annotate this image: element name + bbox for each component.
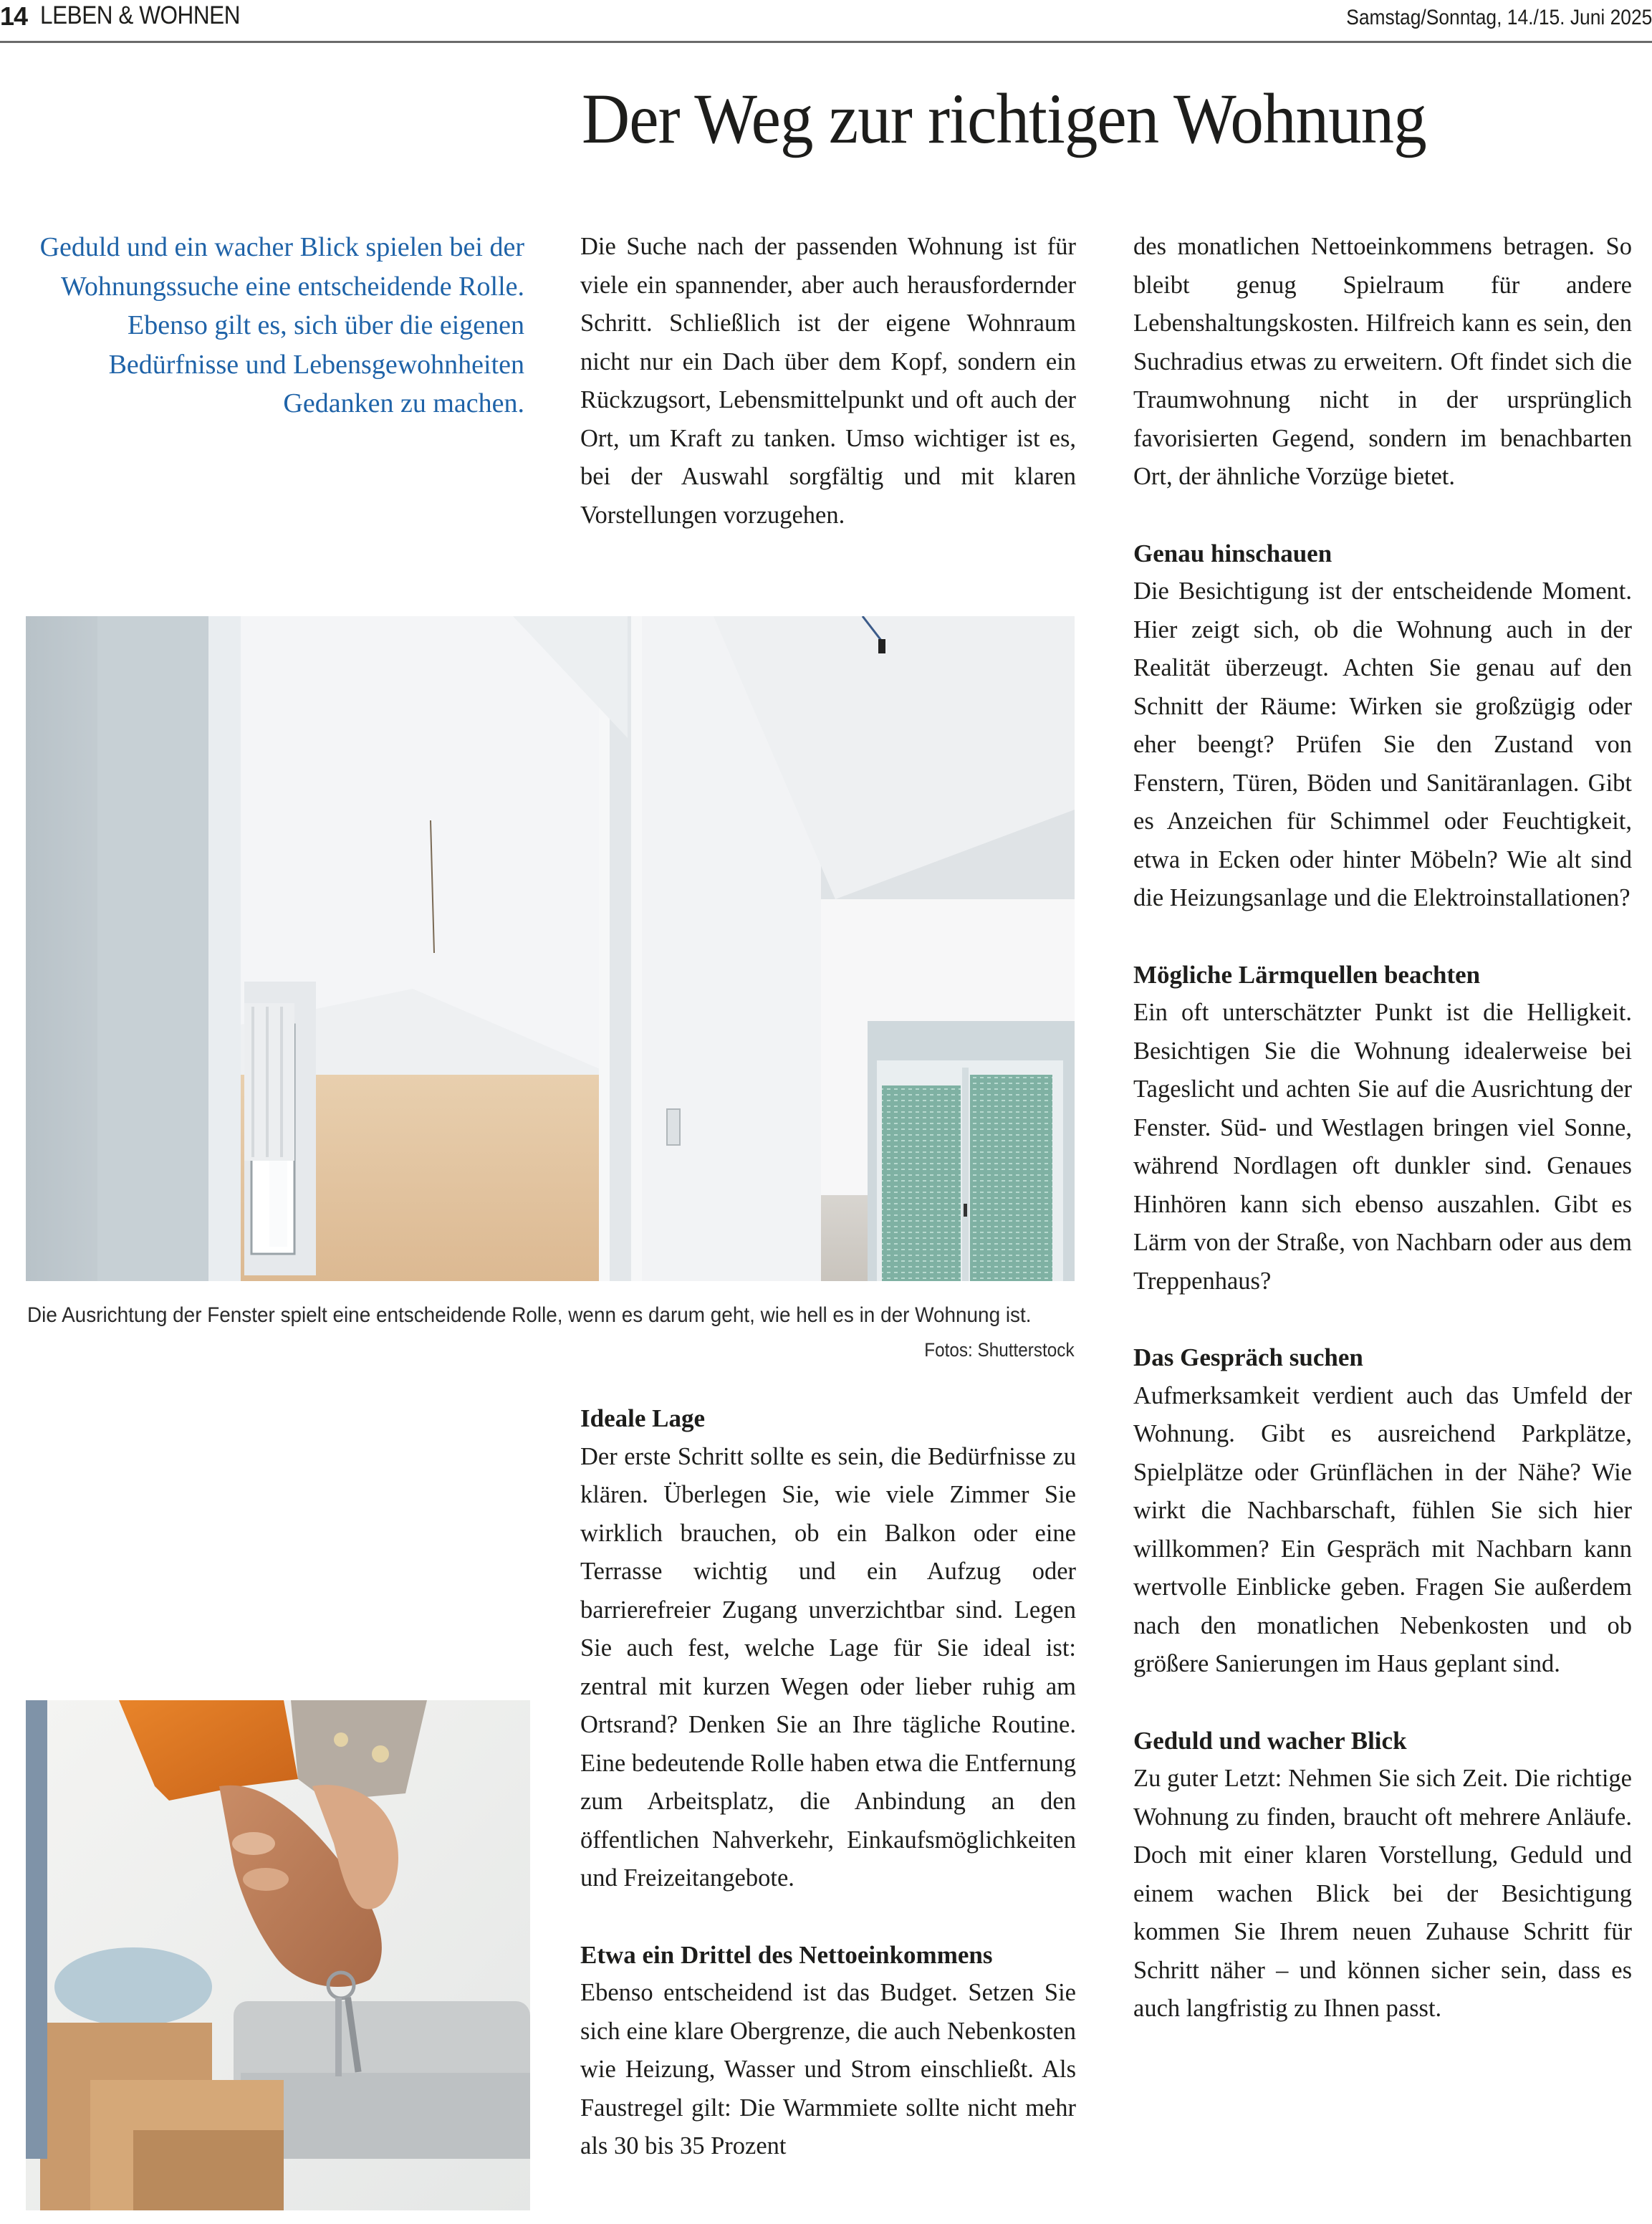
- section-body-nettoeinkommen: Ebenso entscheidend ist das Budget. Setzen Sie sich eine klare Obergrenze, die auch Nebenkosten wie Heizung, Wasser und Strom einschließt. Als Faustregel gilt: Die Warmmiete sollte nicht mehr als 30 bis 35 Prozent: [580, 1979, 1076, 2160]
- article-column-intro: [580, 228, 1076, 535]
- intro-paragraph: Die Suche nach der passenden Wohnung ist für viele ein spannender, aber auch herausfordernder Schritt. Schließlich ist der eigene Wohnraum nicht nur ein Dach über dem Kopf, sondern ein Rückzugsort, Lebensmittelpunkt und oft auch der Ort, um Kraft zu tanken. Umso wichtiger ist es, bei der Auswahl sorgfältig und mit klaren Vorstellungen vorzugehen.: [580, 233, 1076, 529]
- section-heading-ideale-lage: Ideale Lage: [580, 1404, 706, 1432]
- section-body-nettoeinkommen-continued: des monatlichen Nettoeinkommens betragen. So bleibt genug Spielraum für andere Lebenshaltungskosten. Hilfreich kann es sein, den Suchradius etwas zu erweitern. Oft findet sich die Traumwohnung nicht in der ursprünglich favorisierten Gegend, sondern im benachbarten Ort, der ähnliche Vorzüge bietet.: [1133, 233, 1632, 490]
- photo-credit: Fotos: Shutterstock: [924, 1339, 1075, 1361]
- section-body-laermquellen: Ein oft unterschätzter Punkt ist die Helligkeit. Besichtigen Sie die Wohnung idealerweise bei Tageslicht und achten Sie auf die Ausrichtung der Fenster. Süd- und Westlagen bringen viel Sonne, während Nordlagen oft dunkler sind. Genaues Hinhören kann sich ebenso auszahlen. Gibt es Lärm von der Straße, von Nachbarn oder aus dem Treppenhaus?: [1133, 999, 1632, 1295]
- hands-keys-illustration: [26, 1700, 530, 2210]
- hands-keys-photo: [26, 1700, 530, 2210]
- section-name: LEBEN & WOHNEN: [40, 1, 240, 29]
- article-column-middle: [580, 1399, 1076, 2166]
- section-body-ideale-lage: Der erste Schritt sollte es sein, die Bedürfnisse zu klären. Überlegen Sie, wie viele Zimmer Sie wirklich brauchen, ob ein Balkon oder eine Terrasse wichtig und ein Aufzug oder barrierefreier Zugang unverzichtbar sind. Legen Sie auch fest, welche Lage für Sie ideal ist: zentral mit kurzen Wegen oder lieber ruhig am Ortsrand? Denken Sie an Ihre tägliche Routine. Eine bedeutende Rolle haben etwa die Entfernung zum Arbeitsplatz, die Anbindung an den öffentlichen Nahverkehr, Einkaufsmöglichkeiten und Freizeitangebote.: [580, 1442, 1076, 1892]
- section-body-genau-hinschauen: Die Besichtigung ist der entscheidende Moment. Hier zeigt sich, ob die Wohnung auch in der Realität überzeugt. Achten Sie genau auf den Schnitt der Räume: Wirken sie großzügig oder eher beengt? Prüfen Sie den Zustand von Fenstern, Türen, Böden und Sanitäranlagen. Gibt es Anzeichen für Schimmel oder Feuchtigkeit, etwa in Ecken oder hinter Möbeln? Wie alt sind die Heizungsanlage und die Elektroinstallationen?: [1133, 577, 1632, 911]
- header-divider: [0, 41, 1652, 43]
- section-heading-nettoeinkommen: Etwa ein Drittel des Nettoeinkommens: [580, 1940, 993, 1969]
- masthead: [0, 0, 1652, 43]
- photo-caption: [27, 1298, 1075, 1361]
- article-column-right: [1133, 228, 1632, 2028]
- section-heading-genau-hinschauen: Genau hinschauen: [1133, 539, 1332, 567]
- article-headline: Der Weg zur richtigen Wohnung: [582, 79, 1426, 158]
- section-heading-gespraech: Das Gespräch suchen: [1133, 1343, 1363, 1371]
- section-heading-laermquellen: Mögliche Lärmquellen beachten: [1133, 960, 1481, 989]
- apartment-photo: [26, 616, 1075, 1281]
- photo-caption-text: Die Ausrichtung der Fenster spielt eine entscheidende Rolle, wenn es darum geht, wie hell es in der Wohnung ist.: [27, 1303, 1032, 1327]
- pull-quote: Geduld und ein wacher Blick spielen bei der Wohnungssuche eine entscheidende Rolle. Ebenso gilt es, sich über die eigenen Bedürfnisse und Lebensgewohnheiten Gedanken zu machen.: [39, 232, 524, 418]
- apartment-photo-illustration: [26, 616, 1075, 1281]
- section-body-geduld: Zu guter Letzt: Nehmen Sie sich Zeit. Die richtige Wohnung zu finden, braucht oft mehrere Anläufe. Doch mit einer klaren Vorstellung, Geduld und einem wachen Blick bei der Besichtigung kommen Sie Ihrem neuen Zuhause Schritt für Schritt näher – und können sicher sein, dass es auch langfristig zu Ihnen passt.: [1133, 1765, 1632, 2022]
- issue-date: Samstag/Sonntag, 14./15. Juni 2025: [1345, 6, 1652, 29]
- section-body-gespraech: Aufmerksamkeit verdient auch das Umfeld der Wohnung. Gibt es ausreichend Parkplätze, Spielplätze oder Grünflächen in der Nähe? Wie wirkt die Nachbarschaft, fühlen Sie sich hier willkommen? Ein Gespräch mit Nachbarn kann wertvolle Einblicke geben. Fragen Sie außerdem nach den monatlichen Nebenkosten und ob größere Sanierungen im Haus geplant sind.: [1133, 1381, 1632, 1677]
- page-number: 14: [0, 1, 28, 31]
- section-heading-geduld: Geduld und wacher Blick: [1133, 1726, 1407, 1755]
